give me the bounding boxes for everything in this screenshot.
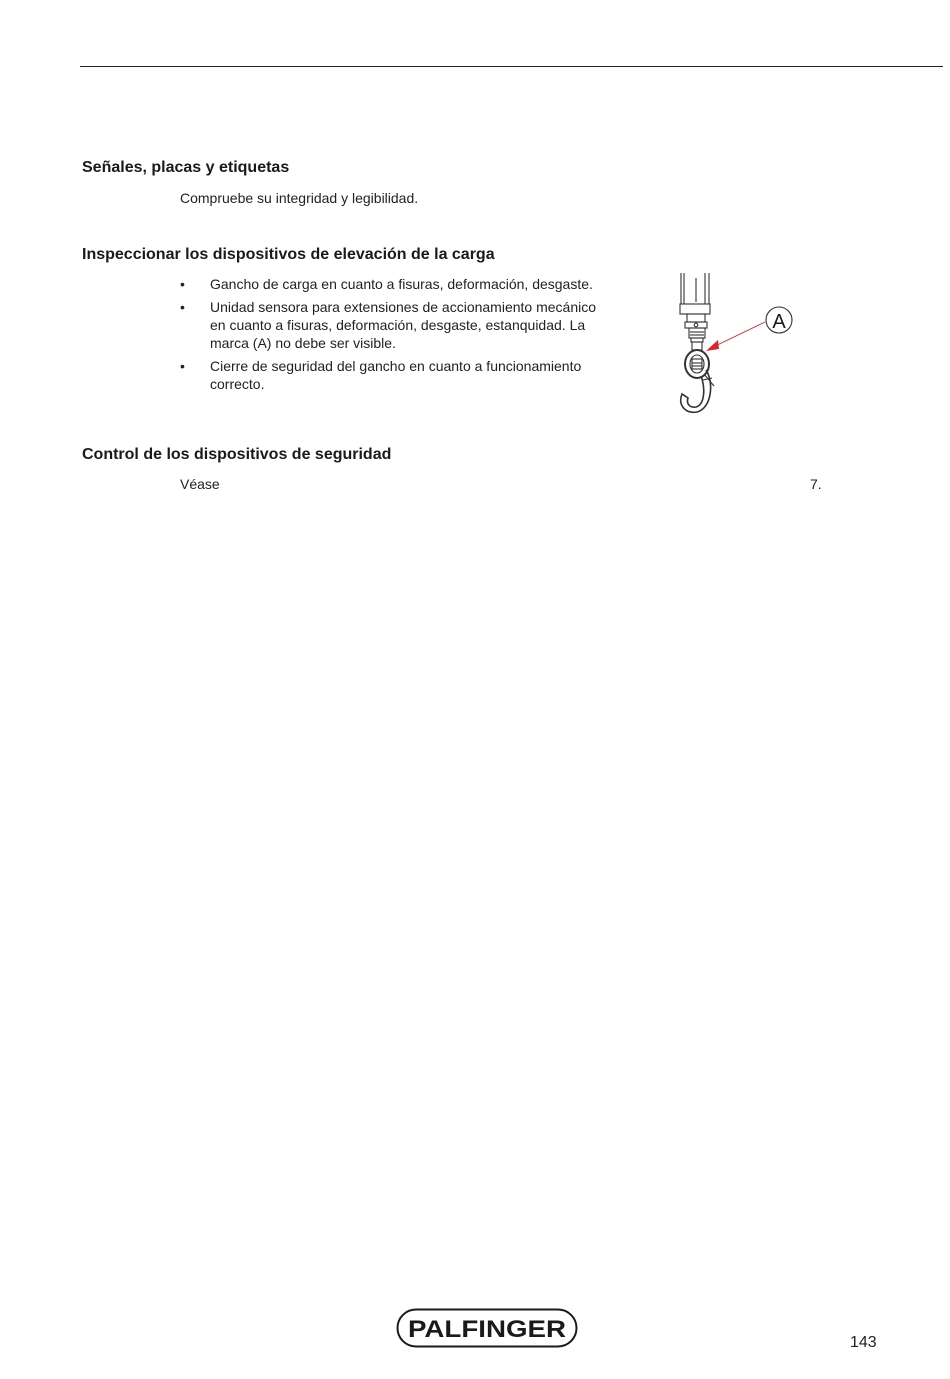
load-hook-figure [670,270,805,420]
heading-signs-plates-labels: Señales, placas y etiquetas [82,159,290,176]
section-reference-number: 7. [810,476,822,492]
bullet-icon: • [180,276,185,292]
bullet-icon: • [180,358,185,374]
list-item [180,275,600,293]
list-item [180,357,600,393]
list-item-text: Unidad sensora para extensiones de accionamiento mecánico en cuanto a fisuras, deformación, desgaste, estanquidad. La marca (A) no debe ser visible. [210,299,597,351]
logo-wordmark: PALFINGER [408,1316,566,1343]
callout-label-a: A [772,311,786,333]
page-number: 143 [850,1334,877,1351]
heading-inspect-lifting-devices: Inspeccionar los dispositivos de elevación de la carga [82,246,495,263]
signs-instruction-text: Compruebe su integridad y legibilidad. [180,190,419,206]
bullet-icon: • [180,299,185,315]
load-hook-diagram-icon [670,270,805,420]
list-item [180,298,600,352]
visibility-mark-marker [706,340,719,351]
palfinger-logo [396,1308,578,1348]
header-rule [80,66,943,67]
inspection-bullet-list [180,275,600,398]
list-item-text: Gancho de carga en cuanto a fisuras, deformación, desgaste. [210,276,593,292]
list-item-text: Cierre de seguridad del gancho en cuanto a funcionamiento correcto. [210,358,582,392]
heading-safety-devices-control: Control de los dispositivos de seguridad [82,446,392,463]
see-reference-text: Véase [180,476,220,492]
